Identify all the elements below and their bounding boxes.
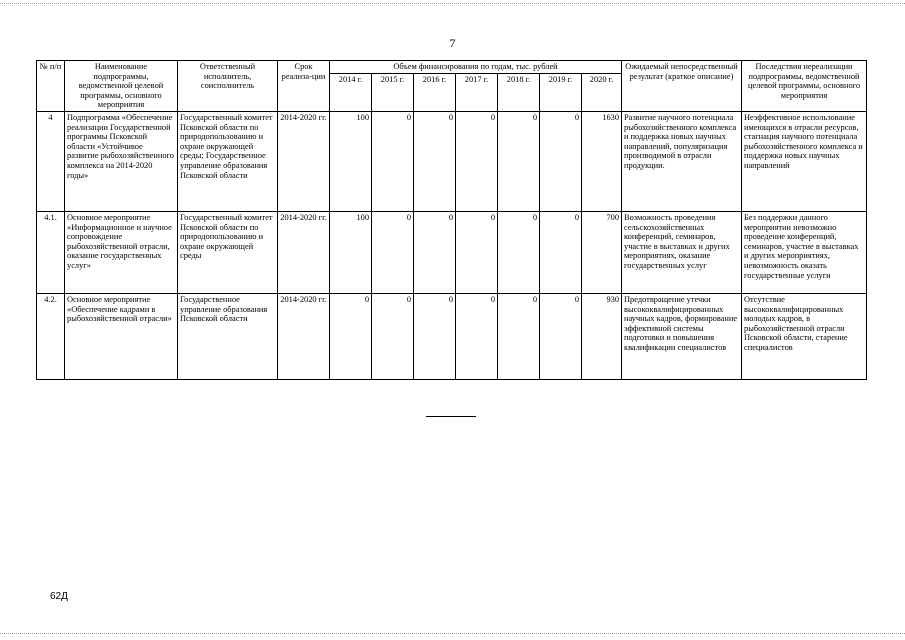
row-value-2018: 0 bbox=[498, 211, 540, 293]
row-term: 2014-2020 гг. bbox=[278, 293, 330, 379]
row-term: 2014-2020 гг. bbox=[278, 211, 330, 293]
row-value-2014: 100 bbox=[330, 111, 372, 211]
row-value-2017: 0 bbox=[456, 111, 498, 211]
row-expected: Предотвращение утечки высококвалифицированных научных кадров, формирование эффективной системы подготовки и повышения квалификации специалистов bbox=[622, 293, 742, 379]
row-name: Подпрограмма «Обеспечение реализации Государственной программы Псковской области «Устойчивое развитие рыбохозяйственного комплекса на 2014-2020 годы» bbox=[65, 111, 178, 211]
row-value-2014: 0 bbox=[330, 293, 372, 379]
header-year: 2014 г. bbox=[330, 73, 372, 111]
row-value-2017: 0 bbox=[456, 293, 498, 379]
row-value-2018: 0 bbox=[498, 293, 540, 379]
row-value-2015: 0 bbox=[372, 211, 414, 293]
row-name: Основное мероприятие «Обеспечение кадрами в рыбохозяйственной отрасли» bbox=[65, 293, 178, 379]
header-expected: Ожидаемый непосредственный результат (краткое описание) bbox=[622, 61, 742, 112]
header-year: 2020 г. bbox=[582, 73, 622, 111]
row-consequences: Неэффективное использование имеющихся в отрасли ресурсов, стагнация научного потенциала рыбохозяйственного комплекса и поддержка новых научных направлений bbox=[742, 111, 867, 211]
row-number: 4.2. bbox=[37, 293, 65, 379]
page-number: 7 bbox=[449, 36, 456, 50]
document-code: 62Д bbox=[50, 591, 68, 602]
header-year: 2017 г. bbox=[456, 73, 498, 111]
row-expected: Развитие научного потенциала рыбохозяйственного комплекса и поддержка новых научных направлений, популяризация производимой в отрасли продукции. bbox=[622, 111, 742, 211]
header-no: № п/п bbox=[37, 61, 65, 112]
header-responsible: Ответственный исполнитель, соисполнитель bbox=[178, 61, 278, 112]
row-value-2016: 0 bbox=[414, 111, 456, 211]
table-row bbox=[37, 111, 867, 211]
header-term: Срок реализа-ции bbox=[278, 61, 330, 112]
row-number: 4 bbox=[37, 111, 65, 211]
row-value-2019: 0 bbox=[540, 293, 582, 379]
row-responsible: Государственный комитет Псковской области по природопользованию и охране окружающей среды bbox=[178, 211, 278, 293]
header-year: 2019 г. bbox=[540, 73, 582, 111]
separator-line bbox=[426, 416, 476, 417]
row-value-2015: 0 bbox=[372, 293, 414, 379]
row-value-2019: 0 bbox=[540, 211, 582, 293]
header-consequences: Последствия нереализации подпрограммы, ведомственной целевой программы, основного мероприятия bbox=[742, 61, 867, 112]
header-name: Наименование подпрограммы, ведомственной целевой программы, основного мероприятия bbox=[65, 61, 178, 112]
header-year: 2015 г. bbox=[372, 73, 414, 111]
row-term: 2014-2020 гг. bbox=[278, 111, 330, 211]
row-value-2014: 100 bbox=[330, 211, 372, 293]
row-responsible: Государственное управление образования Псковской области bbox=[178, 293, 278, 379]
row-value-2018: 0 bbox=[498, 111, 540, 211]
table-row bbox=[37, 293, 867, 379]
row-value-2016: 0 bbox=[414, 211, 456, 293]
header-volume: Объем финансирования по годам, тыс. рублей bbox=[330, 61, 622, 74]
row-value-2019: 0 bbox=[540, 111, 582, 211]
header-year: 2018 г. bbox=[498, 73, 540, 111]
row-responsible: Государственный комитет Псковской области по природопользованию и охране окружающей среды; Государственное управление образования Псковской области bbox=[178, 111, 278, 211]
row-name: Основное мероприятие «Информационное и научное сопровождение рыбохозяйственной отрасли, оказание государственных услуг» bbox=[65, 211, 178, 293]
row-value-2015: 0 bbox=[372, 111, 414, 211]
row-value-2017: 0 bbox=[456, 211, 498, 293]
row-value-2020: 930 bbox=[582, 293, 622, 379]
financing-table bbox=[36, 60, 867, 380]
scan-edge-top bbox=[0, 3, 905, 4]
row-consequences: Отсутствие высококвалифицированных молодых кадров, в рыбохозяйственной отрасли Псковской области, старение специалистов bbox=[742, 293, 867, 379]
row-value-2020: 1630 bbox=[582, 111, 622, 211]
row-value-2020: 700 bbox=[582, 211, 622, 293]
row-number: 4.1. bbox=[37, 211, 65, 293]
header-year: 2016 г. bbox=[414, 73, 456, 111]
table-row bbox=[37, 211, 867, 293]
row-consequences: Без поддержки данного мероприятии невозможно проведение конференций, семинаров, участие в выставках и других мероприятиях, невозможность оказать государственные услуги bbox=[742, 211, 867, 293]
row-expected: Возможность проведения сельскохозяйственных конференций, семинаров, участие в выставках и других мероприятиях, оказание государственных услуг bbox=[622, 211, 742, 293]
row-value-2016: 0 bbox=[414, 293, 456, 379]
scan-edge-bottom bbox=[0, 633, 905, 634]
